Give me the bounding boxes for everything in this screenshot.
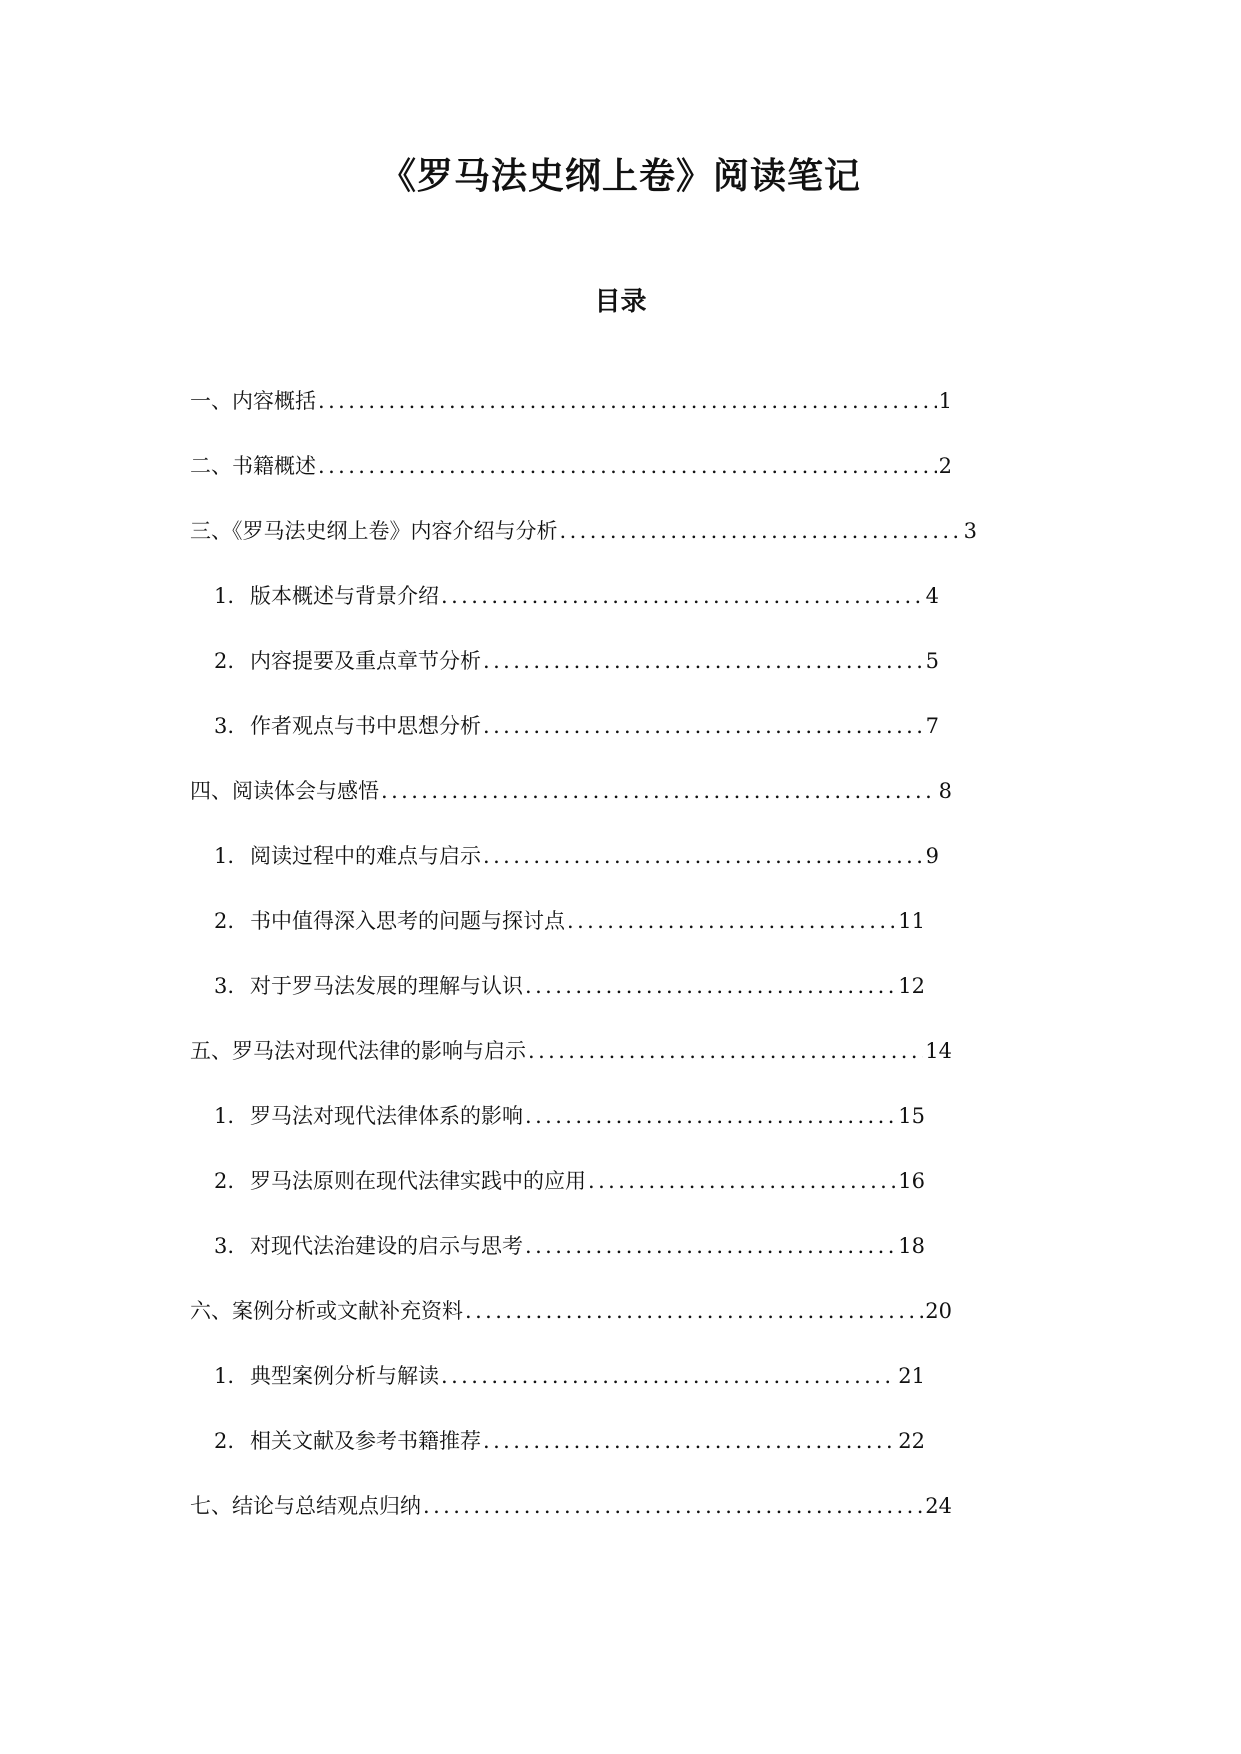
toc-entry-number: 3.	[214, 714, 235, 738]
toc-entry-label: 五、罗马法对现代法律的影响与启示	[190, 1039, 526, 1063]
toc-entry-page: 2	[938, 454, 952, 478]
toc-entry-number: 2.	[214, 649, 235, 673]
toc-entry-number: 1.	[214, 844, 235, 868]
toc-entry-label: 罗马法原则在现代法律实践中的应用	[250, 1169, 586, 1193]
toc-entry-page: 15	[898, 1104, 925, 1128]
toc-entry-label: 一、内容概括	[190, 389, 316, 413]
toc-entry-section-6-2[interactable]	[0, 1423, 925, 1488]
toc-entry-label: 书中值得深入思考的问题与探讨点	[250, 909, 565, 933]
toc-heading: 目录	[594, 287, 647, 317]
toc-entry-label: 二、书籍概述	[190, 454, 316, 478]
toc-entry-number: 2.	[214, 1429, 235, 1453]
toc-entry-label: 六、案例分析或文献补充资料	[190, 1299, 463, 1323]
toc-dot-leader	[481, 708, 924, 744]
toc-entry-page: 21	[898, 1364, 925, 1388]
toc-entry-section-4-2[interactable]	[0, 903, 925, 968]
toc-entry-label: 罗马法对现代法律体系的影响	[250, 1104, 523, 1128]
toc-entry-label: 三、《罗马法史纲上卷》内容介绍与分析	[190, 519, 558, 543]
toc-entry-page: 9	[925, 844, 939, 868]
toc-entry-section-3-1[interactable]	[0, 578, 939, 643]
toc-entry-page: 3	[963, 519, 977, 543]
toc-entry-section-4-1[interactable]	[0, 838, 939, 903]
toc-entry-label: 作者观点与书中思想分析	[250, 714, 481, 738]
toc-entry-label: 阅读过程中的难点与启示	[250, 844, 481, 868]
toc-entry-page: 14	[925, 1039, 952, 1063]
toc-entry-section-5-1[interactable]	[0, 1098, 925, 1163]
toc-entry-section-3[interactable]	[0, 513, 977, 578]
toc-dot-leader	[565, 903, 896, 939]
toc-entry-page: 4	[925, 584, 939, 608]
toc-dot-leader	[316, 383, 937, 419]
toc-dot-leader	[523, 1228, 896, 1264]
toc-dot-leader	[481, 1423, 896, 1459]
toc-entry-label: 七、结论与总结观点归纳	[190, 1494, 421, 1518]
toc-entry-section-3-2[interactable]	[0, 643, 939, 708]
toc-entry-page: 24	[925, 1494, 952, 1518]
toc-entry-number: 1.	[214, 1104, 235, 1128]
toc-dot-leader	[316, 448, 937, 484]
toc-dot-leader	[586, 1163, 896, 1199]
toc-entry-number: 3.	[214, 974, 235, 998]
toc-entry-label: 典型案例分析与解读	[250, 1364, 439, 1388]
toc-entry-page: 5	[925, 649, 939, 673]
toc-entry-section-1[interactable]	[0, 383, 952, 448]
toc-entry-page: 22	[898, 1429, 925, 1453]
toc-entry-page: 11	[898, 909, 925, 933]
toc-entry-number: 1.	[214, 1364, 235, 1388]
toc-dot-leader	[526, 1033, 923, 1069]
toc-entry-label: 四、阅读体会与感悟	[190, 779, 379, 803]
toc-entry-number: 2.	[214, 909, 235, 933]
toc-entry-page: 1	[938, 389, 952, 413]
document-title: 《罗马法史纲上卷》阅读笔记	[379, 156, 861, 197]
toc-dot-leader	[379, 773, 937, 809]
toc-entry-label: 版本概述与背景介绍	[250, 584, 439, 608]
toc-entry-label: 相关文献及参考书籍推荐	[250, 1429, 481, 1453]
toc-entry-page: 7	[925, 714, 939, 738]
toc-entry-section-6-1[interactable]	[0, 1358, 925, 1423]
toc-entry-section-2[interactable]	[0, 448, 952, 513]
table-of-contents	[0, 383, 1241, 1553]
toc-entry-page: 20	[925, 1299, 952, 1323]
toc-entry-section-3-3[interactable]	[0, 708, 939, 773]
toc-entry-page: 16	[898, 1169, 925, 1193]
toc-entry-section-6[interactable]	[0, 1293, 952, 1358]
toc-entry-section-5-3[interactable]	[0, 1228, 925, 1293]
toc-dot-leader	[481, 838, 924, 874]
toc-dot-leader	[463, 1293, 923, 1329]
toc-entry-number: 1.	[214, 584, 235, 608]
toc-dot-leader	[439, 1358, 896, 1394]
toc-entry-page: 18	[898, 1234, 925, 1258]
toc-entry-section-5[interactable]	[0, 1033, 952, 1098]
toc-entry-label: 内容提要及重点章节分析	[250, 649, 481, 673]
toc-dot-leader	[558, 513, 962, 549]
toc-entry-section-7[interactable]	[0, 1488, 952, 1553]
toc-dot-leader	[523, 968, 896, 1004]
toc-dot-leader	[481, 643, 924, 679]
toc-entry-section-5-2[interactable]	[0, 1163, 925, 1228]
toc-entry-section-4[interactable]	[0, 773, 952, 838]
toc-dot-leader	[439, 578, 924, 614]
toc-entry-page: 12	[898, 974, 925, 998]
toc-entry-section-4-3[interactable]	[0, 968, 925, 1033]
toc-entry-label: 对于罗马法发展的理解与认识	[250, 974, 523, 998]
toc-entry-label: 对现代法治建设的启示与思考	[250, 1234, 523, 1258]
toc-dot-leader	[523, 1098, 896, 1134]
toc-entry-number: 3.	[214, 1234, 235, 1258]
toc-entry-page: 8	[938, 779, 952, 803]
toc-dot-leader	[421, 1488, 923, 1524]
toc-entry-number: 2.	[214, 1169, 235, 1193]
